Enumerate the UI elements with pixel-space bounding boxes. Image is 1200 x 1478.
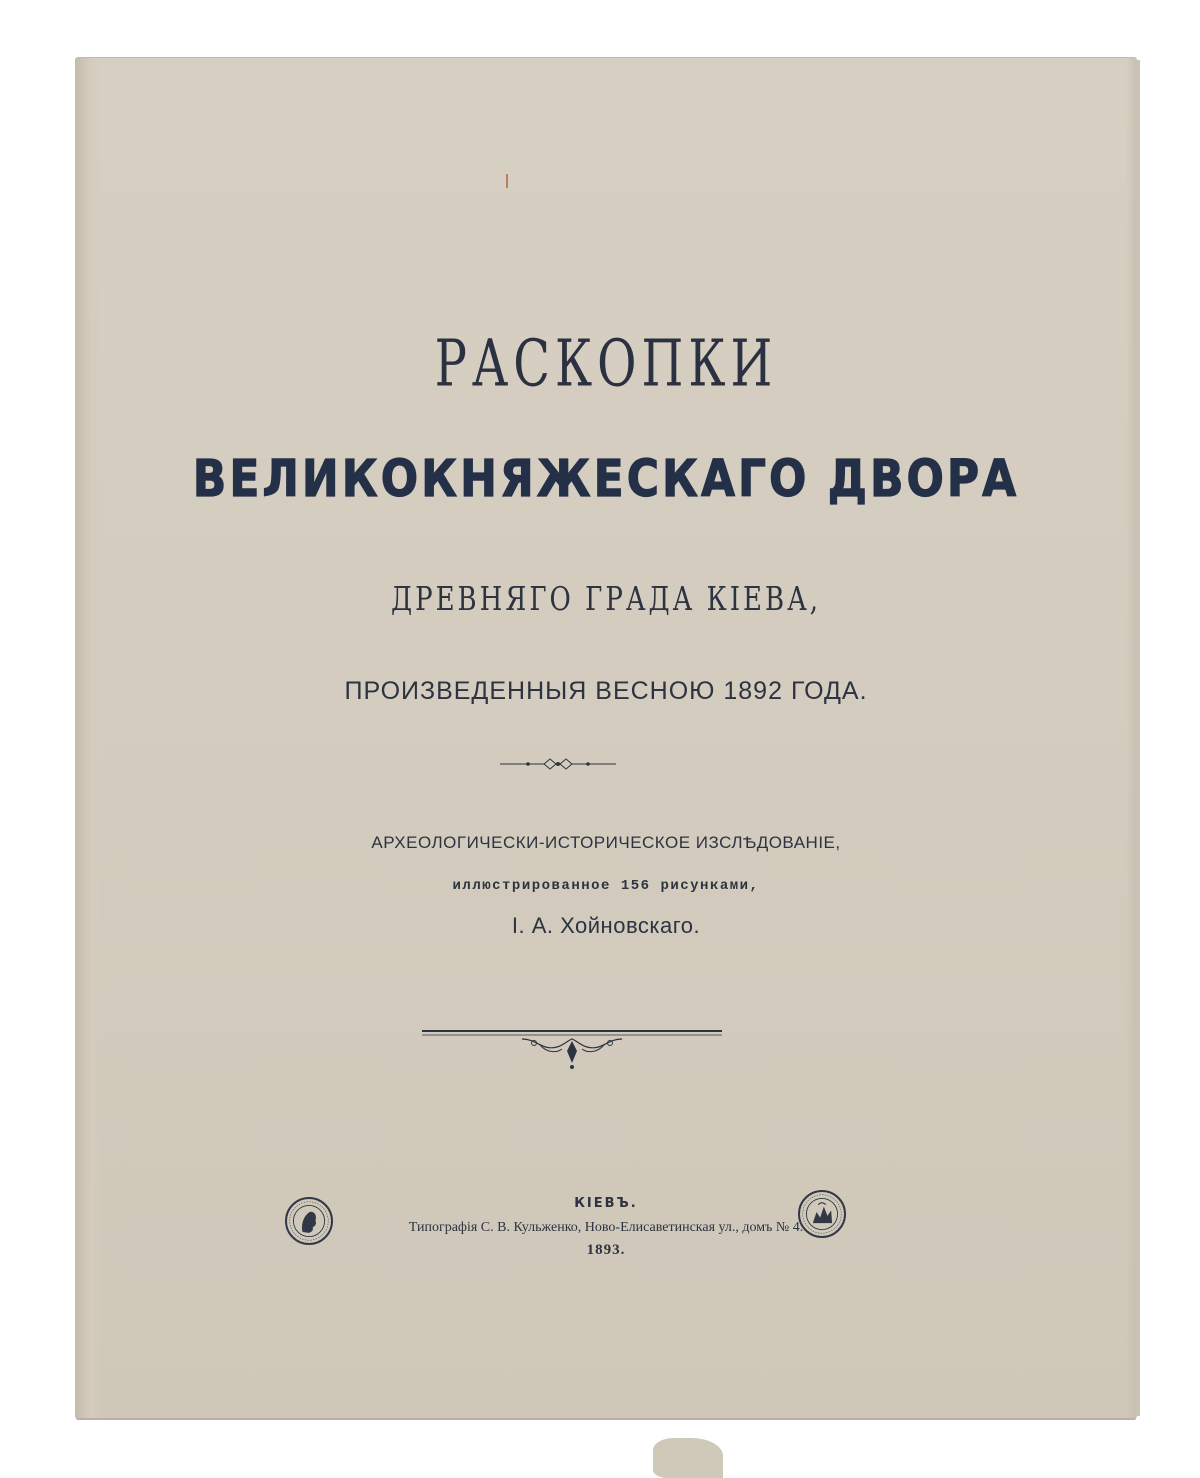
cover-subtitle-date: ПРОИЗВЕДЕННЫЯ ВЕСНОЮ 1892 ГОДА. — [344, 677, 868, 705]
cover-illustrated: иллюстрированное 156 рисунками, — [452, 878, 760, 894]
medal-portrait-icon — [285, 1197, 333, 1245]
small-ornament-icon — [498, 754, 618, 774]
worn-patch — [653, 1438, 723, 1478]
paper-speck — [506, 174, 508, 188]
large-ornament-icon — [422, 1023, 722, 1073]
imprint-press: Типографія С. В. Кульженко, Ново-Елисаветинская ул., домъ № 4. — [408, 1220, 804, 1235]
page-edge — [1126, 58, 1136, 1418]
imprint-year: 1893. — [586, 1242, 626, 1258]
cover-subtitle-court: ВЕЛИКОКНЯЖЕСКАГО ДВОРА — [192, 450, 1020, 509]
cover-author: І. А. Хойновскаго. — [511, 913, 701, 938]
spine-edge — [76, 58, 102, 1418]
imprint-city: КІЕВЪ. — [574, 1196, 638, 1211]
book-cover — [76, 58, 1136, 1418]
medal-emblem-icon — [798, 1190, 846, 1238]
cover-title: РАСКОПКИ — [434, 326, 778, 402]
cover-subtitle-city: ДРЕВНЯГО ГРАДА КІЕВА, — [390, 581, 822, 619]
cover-study: АРХЕОЛОГИЧЕСКИ-ИСТОРИЧЕСКОЕ ИЗСЛѢДОВАНІЕ, — [371, 833, 841, 852]
